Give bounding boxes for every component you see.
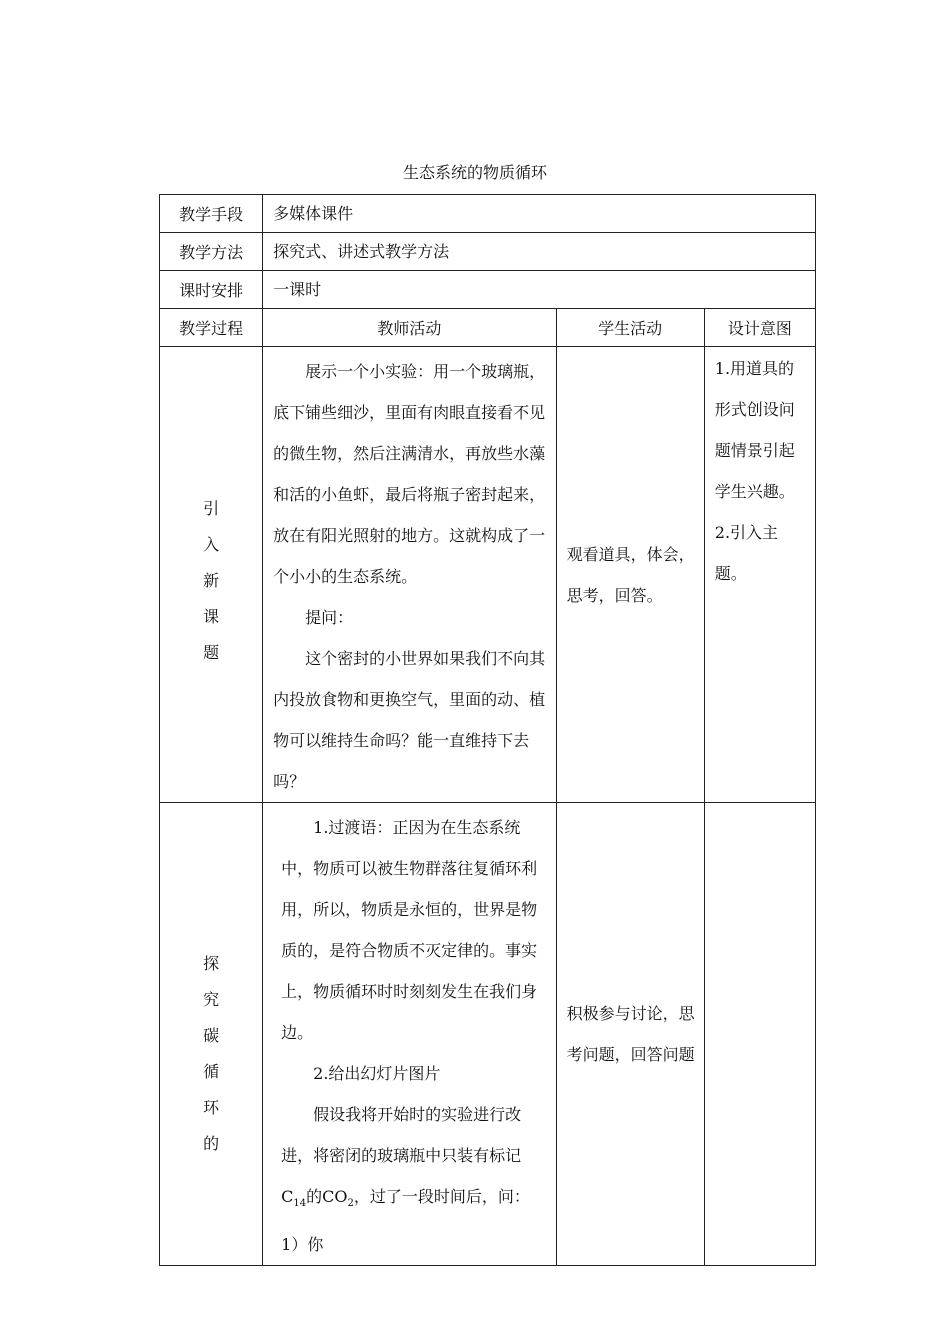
page-title: 生态系统的物质循环	[402, 163, 547, 182]
header-process: 教学过程	[160, 309, 263, 347]
carbon-design-intent	[704, 803, 815, 1266]
carbon-stage-char: 的	[203, 1134, 220, 1154]
header-design: 设计意图	[704, 309, 815, 347]
intro-design-item: 1.用道具的形式创设问题情景引起学生兴趣。	[714, 359, 795, 501]
carbon-teacher-paragraph: 1.过渡语：正因为在生态系统中，物质可以被生物群落往复循环利用，所以，物质是永恒的，世界是物质的，是符合物质不灭定律的。事实上，物质循环时时刻刻发生在我们身边。	[281, 818, 538, 1042]
header-student: 学生活动	[556, 309, 704, 347]
lesson-plan-table	[159, 194, 816, 1266]
means-value: 多媒体课件	[263, 195, 816, 233]
intro-stage-char: 题	[203, 642, 220, 662]
table-row	[160, 347, 816, 803]
means-label: 教学手段	[160, 195, 263, 233]
schedule-label: 课时安排	[160, 271, 263, 309]
carbon-teacher-slide: 2.给出幻灯片图片	[313, 1064, 441, 1083]
hypothesis-text-b: 的CO	[306, 1187, 348, 1206]
header-teacher: 教师活动	[263, 309, 556, 347]
table-row	[160, 803, 816, 1266]
carbon-stage	[160, 803, 263, 1266]
carbon-14-subscript: 14	[293, 1198, 307, 1210]
method-value: 探究式、讲述式教学方法	[263, 233, 816, 271]
hypothesis-text-a: 假设我将开始时的实验进行改进，将密闭的玻璃瓶中只装有标记C	[281, 1105, 522, 1206]
carbon-student-activity: 积极参与讨论，思考问题，回答问题	[556, 803, 704, 1266]
intro-stage-char: 入	[203, 534, 220, 554]
carbon-stage-char: 环	[203, 1098, 220, 1118]
carbon-stage-char: 碳	[203, 1026, 220, 1046]
table-row	[160, 233, 816, 271]
intro-student-activity: 观看道具，体会，思考，回答。	[556, 347, 704, 803]
hypothesis-text-c: ，过了一段时间后，问：1）你	[281, 1187, 530, 1255]
carbon-teacher-hypothesis	[281, 1094, 545, 1265]
intro-teacher-question: 这个密封的小世界如果我们不向其内投放食物和更换空气，里面的动、植物可以维持生命吗？能一直维持下去吗？	[273, 649, 546, 791]
intro-teacher-question-label: 提问：	[305, 608, 354, 627]
carbon-teacher-activity	[263, 803, 556, 1266]
carbon-stage-char: 探	[203, 954, 220, 974]
intro-stage-char: 新	[203, 570, 220, 590]
intro-design-intent	[704, 347, 815, 803]
intro-teacher-paragraph: 展示一个小实验：用一个玻璃瓶，底下铺些细沙，里面有肉眼直接看不见的微生物，然后注满清水，再放些水藻和活的小鱼虾，最后将瓶子密封起来，放在有阳光照射的地方。这就构成了一个小小的生态系统。	[273, 362, 546, 586]
carbon-stage-char: 循	[203, 1062, 220, 1082]
carbon-stage-char: 究	[203, 990, 220, 1010]
intro-stage-char: 引	[203, 498, 220, 518]
table-row	[160, 271, 816, 309]
header-row	[160, 309, 816, 347]
schedule-value: 一课时	[263, 271, 816, 309]
intro-stage	[160, 347, 263, 803]
co2-subscript: 2	[347, 1198, 354, 1210]
intro-stage-char: 课	[203, 606, 220, 626]
method-label: 教学方法	[160, 233, 263, 271]
intro-teacher-activity	[263, 347, 556, 803]
intro-design-item: 2.引入主题。	[714, 523, 779, 583]
table-row	[160, 195, 816, 233]
